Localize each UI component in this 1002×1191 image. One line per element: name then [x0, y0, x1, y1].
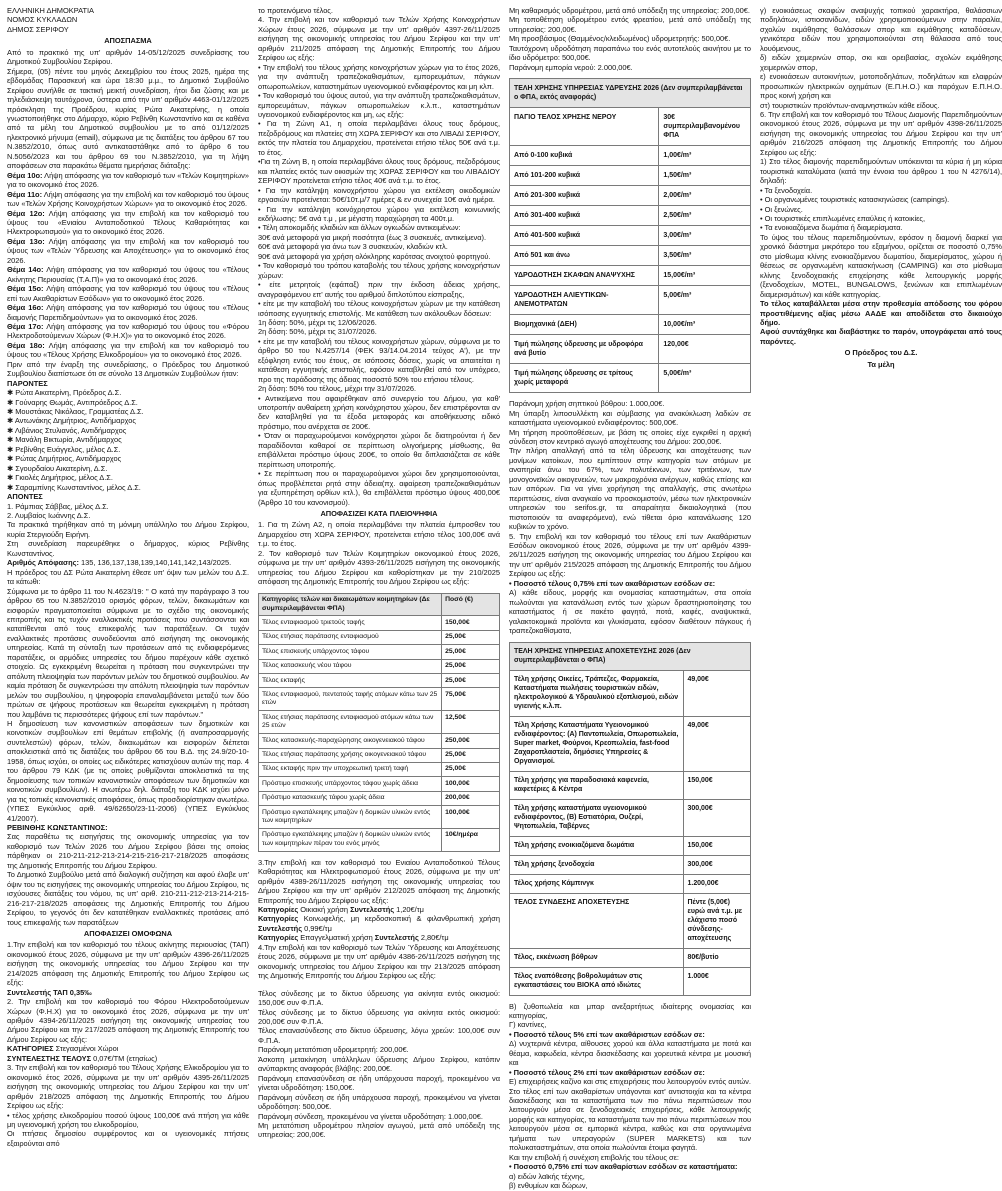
paragraph: Στη συνεδρίαση παρευρέθηκε ο δήμαρχος, κύριος Ρεβίνθης Κωνσταντίνος.	[7, 539, 249, 558]
table-cell: 3,00€/m³	[659, 226, 751, 246]
table-row	[259, 616, 500, 630]
table-cell: 200,00€	[442, 791, 500, 805]
paragraph: Παράνομη επανασύνδεση σε ήδη υπάρχουσα παροχή, προκειμένου να γίνεται υδροδότηση: 150,00€.	[258, 1073, 500, 1093]
paragraph: • Τον καθορισμό του ύψους αυτού, για την ανάπτυξη τραπεζοκαθισμάτων, εμπορευμάτων, πάγκων οπωροπωλείων κ.λ.π., καταστημάτων υγειονομικού ενδιαφέροντος και μη, ως εξής:	[258, 91, 500, 119]
table-cell: ΤΕΛΗ ΧΡΗΣΗΣ ΥΠΗΡΕΣΙΑΣ ΑΠΟΧΕΤΕΥΣΗΣ 2026 (Δεν συμπεριλαμβάνεται ο ΦΠΑ)	[510, 642, 751, 670]
present-member: ✱ Σαραμπίνης Κωνσταντίνος, μέλος Δ.Σ.	[7, 482, 141, 492]
table-cell: ΤΕΛΟΣ ΣΥΝΔΕΣΗΣ ΑΠΟΧΕΤΕΥΣΗΣ	[510, 893, 684, 948]
table-row	[259, 791, 500, 805]
table-row	[510, 855, 751, 874]
table-cell: Τέλος ετήσιας παράτασης ενταφιασμού	[259, 630, 442, 644]
table-row	[510, 146, 751, 166]
paragraph: • Σε περίπτωση που οι παραχωρούμενοι χώροι δεν χρησιμοποιούνται, όπως προβλέπεται ρητά στην άδεια(πχ. αφαίρεση τραπεζοκαθισμάτων για εξυπηρέτηση ορθίων κτλ.), θα επιβάλλεται πρόστιμο ύψους 400,00€ (Άρθρο 10 του κανονισμού).	[258, 469, 500, 507]
spacer	[258, 981, 500, 989]
paragraph: στ) τουριστικών προϊόντων-αναμνηστικών κάθε είδους.	[760, 100, 940, 110]
table-row	[510, 948, 751, 967]
paragraph: 6. Την επιβολή και τον καθορισμό του Τέλους Διαμονής Παρεπιδημούντων οικονομικού έτους 2026, σύμφωνα με την υπ' αριθμόν 4398-26/11/2025 εισήγηση της οικονομικής υπηρεσίας του Δήμου Σερίφου και την υπ' αριθμόν 216/2025 απόφαση της Δημοτικής Επιτροπής του Δήμου Σερίφου ως εξής:	[760, 109, 1002, 157]
table-cell: 80€/βυτίο	[683, 948, 750, 967]
decision-heading-unanimous: ΑΠΟΦΑΣΙΖΕΙ ΟΜΟΦΩΝΑ	[83, 928, 173, 938]
table-cell: 3,50€/m³	[659, 246, 751, 266]
paragraph: • είτε μετρητοίς (εφάπαξ) πριν την έκδοση άδειας χρήσης, αναγραφόμενου επ' αυτής του αριθμού διπλοτύπου είσπραξης,	[258, 280, 500, 299]
paragraph: • είτε με την καταβολή του τέλους κοινοχρήστων χώρων, σύμφωνα με το άρθρο 50 του Ν.4257/14 (ΦΕΚ 93/14.04.2014 τεύχος Α'), με την εξόφληση εντός του έτους, σε ισόποσες δόσεις, χωρίς να απαιτείται η κατάθεση εγγυητικής επιστολής, εφόσον καταβληθεί από τον υπόχρεο, προ της παράδοσης της άδειας ποσοστό 50% του ετήσιου τέλους.	[258, 336, 500, 384]
closing-note: Αφού συντάχθηκε και διαβάστηκε το παρόν, υπογράφεται από τους παρόντες.	[760, 327, 1002, 346]
paragraph: Παράνομη εμπορία νερού: 2.000,00€.	[509, 62, 633, 72]
table-cell: Ποσό (€)	[442, 593, 500, 616]
table-row	[259, 674, 500, 688]
paragraph: • Τα ξενοδοχεία.	[760, 185, 813, 195]
paragraph: • Τον καθορισμό του τρόπου καταβολής του τέλους χρήσης κοινοχρήστων χώρων:	[258, 261, 500, 280]
agenda-item: Θέμα 10ο: Λήψη απόφασης για τον καθορισμό των «Τελών Κοιμητηρίων» για το οικονομικό έτος 2026.	[7, 170, 249, 190]
absent-member: 2. Λυμβαίος Ιωάννης Δ.Σ.	[7, 511, 91, 521]
paragraph: Από το πρακτικό της υπ' αριθμόν 14-05/12/2025 συνεδρίασης του Δημοτικού Συμβουλίου Σερίφου.	[7, 47, 249, 67]
paragraph: Σύμφωνα με το άρθρο 11 του Ν.4623/19: " Ο κατά την παράγραφο 3 του άρθρου 65 του Ν.3852/2010 ορισμός φόρων, τελών, δικαιωμάτων και εισφορών πραγματοποιείται σύμφωνα με το σχέδιο της οικονομικής επιτροπής και τις τυχόν εναλλακτικές προτάσεις που συντάσσονται και κατατίθενται από τους επικεφαλής των παρατάξεων. Οι τυχόν εναλλακτικές προτάσεις συνοδεύονται από εισήγηση της οικονομικής υπηρεσίας. Κατά τη σύνταξη των προτάσεων από τις ενδιαφερόμενες παρατάξεις, οι αρμόδιες υπηρεσίες του δήμου παρέχουν κάθε σχετικό στοιχείο. Ως εγκεκριμένη θεωρείται η πρόταση που συγκεντρώνει την απόλυτη πλειοψηφία των παρόντων μελών του δημοτικού συμβουλίου. Αν καμία πρόταση δε συγκεντρώσει την απόλυτη πλειοψηφία των παρόντων μελών του συμβουλίου, η ψηφοφορία επαναλαμβάνεται μεταξύ των δύο πρώτων σε ψήφους προτάσεων και θεωρείται εγκεκριμένη η πρόταση που λαμβάνει τις περισσότερες ψήφους επί των παρόντων."	[7, 586, 249, 719]
table-row	[510, 206, 751, 226]
decision-numbers: Αριθμός Απόφασης: 135, 136,137,138,139,140,141,142,143/2025.	[7, 558, 232, 568]
present-member: ✱ Αντωνάκης Δημήτριος, Αντιδήμαρχος	[7, 416, 136, 426]
table-row	[510, 670, 751, 716]
paragraph: 30€ ανά μεταφορά για μικρή ποσότητα (έως 3 συσκευές, αντικείμενα).	[258, 232, 487, 242]
paragraph: 1η δόση: 50%, μέχρι τις 12/06/2026.	[258, 317, 377, 327]
fhx-rate: ΣΥΝΤΕΛΕΣΤΗΣ ΤΕΛΟΥΣ 0,07€/ΤΜ (ετησίως)	[7, 1053, 158, 1063]
table-cell: Τέλη χρήσης για παραδοσιακά καφενεία, καφετέριες & Κέντρα	[510, 771, 684, 799]
table-cell: Τέλος ετήσιας παράτασης χρήσης οικογενειακού τάφου	[259, 748, 442, 762]
paragraph: Η πρόεδρος του ΔΣ Ρώτα Αικατερίνη έθεσε υπ' όψιν των μελών του Δ.Σ. τα κάτωθι:	[7, 567, 249, 587]
table-cell: Τέλος εκταφής πριν την υποχρεωτική τριετή ταφή	[259, 762, 442, 776]
paragraph: Στο τέλος επί των ακαθαρίστων υπάγονται κατ' αντιστοιχία και τα κέντρα διασκέδασης και τα καταστήματα των πιο πάνω περιπτώσεων που λειτουργούν μέσα σε ξενοδοχειακές επιχειρήσεις, κάθε λειτουργικής μορφής και κατηγορίας, τα καταστήματα των πιο πάνω περιπτώσεων που λειτουργούν μέσα σε εμπορικά κέντρα, καθώς και στα οργανωμένα τμήματα των υπεραγορών (SUPER MARKETS) και των πολυκαταστημάτων, στα οποία πωλούνται έτοιμα φαγητά.	[509, 1086, 751, 1153]
table-row	[259, 777, 500, 791]
present-heading: ΠΑΡΟΝΤΕΣ	[7, 378, 48, 388]
paragraph: 3. Την επιβολή και τον καθορισμό του Τέλους Χρήσης Ελικοδρομίου για το οικονομικό έτος 2026, σύμφωνα με την υπ' αριθμόν 4395-26/11/2025 εισήγηση της οικονομικής υπηρεσίας του Δήμου Σερίφου και την υπ' αριθμόν 218/2025 απόφαση της Δημοτικής Επιτροπής του Δήμου Σερίφου ως εξής:	[7, 1063, 249, 1111]
signature-president: Ο Πρόεδρος του Δ.Σ.	[844, 348, 918, 358]
table-row	[510, 108, 751, 146]
table-row	[510, 286, 751, 315]
decision-heading-majority: ΑΠΟΦΑΣΙΖΕΙ ΚΑΤΑ ΠΛΕΙΟΨΗΦΙΑ	[320, 509, 438, 519]
present-member: ✱ Ρώτας Δημήτριος, Αντιδήμαρχος	[7, 454, 122, 464]
paragraph: Μη τήρηση προϋποθέσεων, με βάση τις οποίες είχε εγκριθεί η αρχική σύνδεση στον κεντρικό αγωγό αποχέτευσης του Δήμου: 200,00€.	[509, 427, 751, 446]
paragraph: 3.Την επιβολή και τον καθορισμό του Ενιαίου Ανταποδοτικού Τέλους Καθαριότητας και Ηλεκτροφωτισμού έτους 2026, σύμφωνα με την υπ' αριθμόν 4389-26/11/2025 εισήγηση της οικονομικής υπηρεσίας του Δήμου Σερίφου και την υπ' αριθμόν 212/2025 απόφαση της Δημοτικής Επιτροπής του Δήμου Σερίφου ως εξής:	[258, 857, 500, 905]
table-cell: Τέλος, εκκένωση βόθρων	[510, 948, 684, 967]
paragraph: • Οι ξενώνες.	[760, 204, 803, 214]
table-row	[259, 806, 500, 829]
table-cell: ΥΔΡΟΔΟΤΗΣΗ ΣΚΑΦΩΝ ΑΝΑΨΥΧΗΣ	[510, 266, 659, 286]
paragraph: Η δημοσίευση των κανονιστικών αποφάσεων των δημοτικών και κοινοτικών συμβουλίων επί θεμάτων επιβολής (ή αναπροσαρμογής συντελεστών) φόρων, τελών, δικαιωμάτων και εισφορών διέπεται αποκλειστικά από τις διατάξεις του άρθρου 66 του Β.Δ. της 24.9/20-10-1958, όπως ισχύει, οι οποίες ως ειδικότερες κατισχύουν αυτών της παρ. 4 του άρθρου 79 ΚΔΚ (με τις οποίες ρυθμίζονται αποκλειστικά τα της δημοσίευσης των τοπικών κανονιστικών αποφάσεων των δημοτικών και κοινοτικών συμβουλίων). Η ανωτέρω δηλ. διάταξη του ΚΔΚ ισχύει μόνο για τις τοπικές κανονιστικές αποφάσεις, όπως προσδιορίστηκαν ανωτέρω. (ΥΠΕΣ Εγκύκλιος αριθ. 49/62650/23-11-2006) (ΥΠΕΣ Εγκύκλιος 41/2007).	[7, 718, 249, 823]
table-row	[259, 593, 500, 616]
table-cell: Πέντε (5,00€) ευρώ ανά τ.μ. με ελάχιστο ποσό σύνδεσης-αποχέτευσης	[683, 893, 750, 948]
paragraph: β) ενθυμίων και δώρων,	[509, 1181, 588, 1191]
column-2	[258, 6, 500, 1140]
gross-income-rate-2: • Ποσοστό τέλους 2% επί των ακαθάριστων εσόδων σε:	[509, 1067, 705, 1077]
paragraph: •Για τη Ζώνη Β, η οποία περιλαμβάνει όλους τους δρόμους, πεζοδρόμους και πλατείες εκτός των οικισμών της ΧΩΡΑΣ ΣΕΡΙΦΟΥ και του ΛΙΒΑΔΙΟΥ ΣΕΡΙΦΟΥ προτείνεται ετήσιο τέλος 40€ ανά τ.μ. το έτος.	[258, 157, 500, 186]
tax-payment-note: Το τέλος καταβάλλεται μέσα στην προθεσμία απόδοσης του φόρου προστιθέμενης αξίας μέσω ΑΑΔΕ και αποδίδεται στο δικαιούχο δήμο.	[760, 299, 1002, 327]
paragraph: • Τα ενοικιαζόμενα δωμάτια ή διαμερίσματα.	[760, 223, 903, 233]
paragraph: Α) κάθε είδους, μορφής και ονομασίας καταστημάτων, στα οποία πωλούνται για κατανάλωση εντός των χώρων δραστηριοποίησης του καταστήματος ή σε πακέτο φαγητά, ποτά, καφές, αναψυκτικά, γαλακτοκομικά προϊόντα και γλυκίσματα, εφόσον διαθέτουν πάγκους ή τραπεζοκαθίσματα,	[509, 588, 751, 636]
agenda-item: Θέμα 17ο: Λήψη απόφασης για τον καθορισμό του ύψους του «Φόρου Ηλεκτροδοτούμενων Χώρων (Φ.Η.Χ)» για το οικονομικό έτος 2026.	[7, 321, 249, 341]
present-member: ✱ Μουστάκας Νικόλαος, Γραμματέας Δ.Σ.	[7, 407, 144, 417]
table-cell: Κατηγορίες τελών και δικαιωμάτων κοιμητηρίων (Δε συμπεριλαμβάνεται ΦΠΑ)	[259, 593, 442, 616]
table-cell: 25,00€	[442, 762, 500, 776]
letterhead	[7, 6, 249, 34]
paragraph: Σήμερα, (05) πέντε του μηνός Δεκεμβρίου του έτους 2025, ημέρα της εβδομάδας Παρασκευή και ώρα 18:30 μ.μ., το Δημοτικό Συμβούλιο Σερίφου συνήλθε σε τακτική μεικτή συνεδρίαση, ήτοι δια ζώσης και με τηλεδιάσκεψη ταυτόχρονα, ύστερα από την υπ' αριθμόν 4463-01/12/2025 πρόσκληση της Προέδρου, κυρίας Ρώτα Αικατερίνης, η οποία γνωστοποιήθηκε στο Δήμαρχο, κύριο Ρεβίνθη Κωνσταντίνο και σε καθένα από τα μέλη του Δημοτικού συμβουλίου με το από 01/12/2025 ηλεκτρονικό μήνυμα (email), σύμφωνα με τις διατάξεις του άρθρου 67 του Ν.3852/2010, όπως αυτό αντικαταστάθηκε από το άρθρο 6 του Ν.5056/2023 και του άρθρου 69 του Ν.3852/2010, για τη λήψη αποφάσεων στα παρακάτω θέματα ημερήσιας διάταξης:	[7, 66, 249, 171]
table-cell: Από 501 και άνω	[510, 246, 659, 266]
table-cell: ΤΕΛΗ ΧΡΗΣΗΣ ΥΠΗΡΕΣΙΑΣ ΥΔΡΕΥΣΗΣ 2026 (Δεν συμπεριλαμβάνεται ο ΦΠΑ, εκτός αναφοράς)	[510, 79, 751, 108]
table-row	[259, 828, 500, 851]
paragraph: ε) ενοικιάσεων αυτοκινήτων, μοτοποδηλάτων, ποδηλάτων και ελαφρών προσωπικών ηλεκτρικών οχημάτων (Ε.Π.Η.Ο.) και παρόχων Ε.Π.Η.Ο. προς κοινή χρήση και	[760, 72, 1002, 101]
table-cell: Τέλος εναπόθεσης βοθρολυμάτων στις εγκαταστάσεις του ΒΙΟΚΑ από ιδιώτες	[510, 967, 684, 995]
paragraph: • Για τη Ζώνη Α1, η οποία περιλαμβάνει όλους τους δρόμους, πεζοδρόμους και πλατείες στη ΧΩΡΑ ΣΕΡΙΦΟΥ και στο ΛΙΒΑΔΙ ΣΕΡΙΦΟΥ, εκτός την πλατεία του Δημαρχείου, προτείνεται ετήσιο τέλος 50€ ανά τ.μ. το έτος.	[258, 119, 500, 157]
table-cell: ΠΑΓΙΟ ΤΕΛΟΣ ΧΡΗΣΗΣ ΝΕΡΟΥ	[510, 108, 659, 146]
gross-income-rate-5: • Ποσοστό τέλους 5% επί των ακαθάριστων εσόδων σε:	[509, 1029, 705, 1039]
column-3	[509, 6, 751, 1191]
table-row	[510, 266, 751, 286]
paragraph: • Αντικείμενα που αφαιρέθηκαν από συνεργείο του Δήμου, για καθ' υποτροπήν αυθαίρετη χρήση κοινόχρηστου χώρου, δεν επιστρέφονται αν δεν καταβληθεί για τα έξοδα μεταφοράς και αποθήκευσης ειδικό πρόστιμο, που ανέρχεται σε 200€.	[258, 393, 500, 431]
paragraph: Μη ύπαρξη λιποσυλλέκτη και σύμβασης για ανακύκλωση λαδιών σε καταστήματα υγειονομικού ενδιαφέροντος: 500,00€.	[509, 408, 751, 428]
table-row	[259, 734, 500, 748]
table-row	[510, 642, 751, 670]
table-cell: Από 201-300 κυβικά	[510, 186, 659, 206]
table-cell: Τιμή πώλησης ύδρευσης σε τρίτους χωρίς μεταφορά	[510, 364, 659, 393]
table-cell: 2,00€/m³	[659, 186, 751, 206]
paragraph: Το Δημοτικό Συμβούλιο μετά από διαλογική συζήτηση και αφού έλαβε υπ' όψιν του τις εισηγήσεις της οικονομικής υπηρεσίας του Δήμου Σερίφου, τις ισχύουσες διατάξεις του νόμου, τις υπ' αριθ. 210-211-212-213-214-215-216-217-218/2025 αποφάσεις της Δημοτικής Επιτροπής του Δήμου Σερίφου, το γεγονός ότι δεν κατατέθηκαν εναλλακτικές προτάσεις από τους επικεφαλής των παρατάξεων	[7, 870, 249, 927]
table-row	[510, 186, 751, 206]
table-cell: Τέλη χρήσης καταστήματα υγειονομικού ενδιαφέροντος, (Β) Εστιατόρια, Ουζερί, Ψητοπωλεία, Ταβέρνες	[510, 799, 684, 836]
paragraph: • Όταν οι παραχωρούμενοι κοινόχρηστοι χώροι δε διατηρούνται ή δεν παραδίδονται καθαροί σε περίπτωση ολιγοήμερης μίσθωσης, θα επιβάλλεται πρόστιμο ύψους 200€, το οποίο θα διπλασιάζεται σε κάθε περίπτωση υποτροπής.	[258, 431, 500, 469]
table-cell: Πρόστιμο κατασκευής τάφου χωρίς άδεια	[259, 791, 442, 805]
table-cell: 49,00€	[683, 716, 750, 771]
table-cell: 12,50€	[442, 711, 500, 734]
table-cell: 10,00€/m³	[659, 315, 751, 335]
table-cell: Τιμή πώλησης ύδρευσης με υδροφόρα ανά βυτίο	[510, 335, 659, 364]
table-row	[510, 967, 751, 995]
table-row	[259, 711, 500, 734]
table-row	[259, 748, 500, 762]
paragraph: • Τέλη αποκομιδής κλαδιών και άλλων ογκωδών αντικειμένων:	[258, 223, 461, 233]
table-row	[510, 364, 751, 393]
paragraph: 4. Την επιβολή και τον καθορισμό των Τελών Χρήσης Κοινοχρήστων Χώρων έτους 2026, σύμφωνα με την υπ' αριθμόν 4397-26/11/2025 εισήγηση της οικονομικής υπηρεσίας του Δήμου Σερίφου και την υπ' αριθμόν 211/2025 απόφαση της Δημοτικής Επιτροπής του Δήμου Σερίφου ως εξής:	[258, 15, 500, 63]
table-cell: 300,00€	[683, 799, 750, 836]
table-cell: Από 0-100 κυβικά	[510, 146, 659, 166]
absent-member: 1. Ράμπιας Σάββας, μέλος Δ.Σ.	[7, 501, 109, 511]
table-cell: 150,00€	[683, 836, 750, 855]
table-row	[510, 226, 751, 246]
paragraph: 1. Για τη Ζώνη Α2, η οποία περιλαμβάνει την πλατεία έμπροσθεν του Δημαρχείου στη ΧΩΡΑ ΣΕΡΙΦΟΥ, προτείνεται ετήσιο τέλος 100,00€ ανά τ.μ. το έτος.	[258, 520, 500, 549]
paragraph: α) ειδών λαϊκής τέχνης,	[509, 1171, 585, 1181]
paragraph: Άσκοπη μετακίνηση υπάλληλων ύδρευσης Δήμου Σερίφου, κατόπιν ανύπαρκτης αναφοράς βλάβης: 200,00€.	[258, 1054, 500, 1074]
doc-title: ΑΠΟΣΠΑΣΜΑ	[104, 36, 152, 46]
table-cell: Τέλος χρήσης Κάμπινγκ	[510, 874, 684, 893]
table-row	[259, 645, 500, 659]
paragraph: 2η δόση: 50%, μέχρι τις 31/07/2026.	[258, 327, 377, 337]
table-cell: 1.000€	[683, 967, 750, 995]
agenda-item: Θέμα 14ο: Λήψη απόφασης για τον καθορισμό του ύψους του «Τέλους Ακίνητης Περιουσίας (Τ.Α.Π)» για το οικονομικό έτος 2026.	[7, 265, 249, 284]
table-row	[510, 799, 751, 836]
table-cell: 1.200,00€	[683, 874, 750, 893]
present-member: ✱ Σγουρδαίου Αικατερίνη, Δ.Σ.	[7, 463, 108, 473]
paragraph: γ) ενοικιάσεως σκαφών αναψυχής τοπικού χαρακτήρα, θαλάσσιων ποδηλάτων, ιστιοσανίδων, ειδών χρησιμοποιούμενων στην παραλία, σχολών εκμάθησης θαλάσσιων σπορ και εκμάθησης καταδύσεων, γενικότερα ειδών που χρησιμοποιούνται στη θάλασσα από τους λουόμενους,	[760, 6, 1002, 53]
paragraph: 4.Την επιβολή και τον καθορισμό των Τελών Ύδρευσης και Αποχέτευσης έτους 2026, σύμφωνα με την υπ' αριθμόν 4386-26/11/2025 εισήγηση της οικονομικής υπηρεσίας του Δήμου Σερίφου και την 213/2025 απόφαση της Δημοτικής Επιτροπής του Δήμου Σερίφου ως εξής:	[258, 942, 500, 981]
paragraph: Και την επιβολή ή συνέχιση επιβολής του τέλους σε:	[509, 1152, 679, 1162]
paragraph: Ε) επιχειρήσεις καζίνο και στις επιχειρήσεις που λειτουργούν εντός αυτών.	[509, 1077, 751, 1087]
table-row	[259, 630, 500, 644]
table-cell: Τέλος ενταφιασμού τριετούς ταφής	[259, 616, 442, 630]
table-cell: Τέλη χρήσης ενοικιαζόμενα δωμάτια	[510, 836, 684, 855]
paragraph: Μη προσβάσιμος (Θαμμένος/κλειδωμένος) υδρομετρητής: 500,00€.	[509, 34, 731, 44]
paragraph: • Την επιβολή του τέλους χρήσης κοινοχρήστων χώρων για το έτος 2026, για την ανάπτυξη τραπεζοκαθισμάτων, εμπορευμάτων, πάγκων οπωροπωλείων, καταστημάτων υγειονομικού ενδιαφέροντος και μη κλπ.	[258, 62, 500, 91]
letterhead-line: ΕΛΛΗΝΙΚΗ ΔΗΜΟΚΡΑΤΙΑ	[7, 6, 94, 15]
cemetery-fees-table	[258, 593, 500, 852]
absent-heading: ΑΠΟΝΤΕΣ	[7, 492, 43, 502]
paragraph: Οι πτήσεις δημοσίου συμφέροντος και οι υγειονομικές πτήσεις εξαιρούνται από	[7, 1129, 249, 1148]
paragraph: • τέλος χρήσης ελικοδρομίου ποσού ύψους 100,00€ ανά πτήση για κάθε μη υγειονομική χρήση του ελικοδρομίου,	[7, 1110, 249, 1130]
letterhead-line: ΝΟΜΟΣ ΚΥΚΛΑΔΩΝ	[7, 15, 78, 25]
table-cell: Τέλη Χρήσης Καταστήματα Υγειονομικού ενδιαφέροντος: (Α) Παντοπωλεία, Οπωροπωλεία, Super market, Φούρνοι, Κρεοπωλεία, fast-food Ζαχαροπλαστεία, δημόσιες Υπηρεσίες & Οργανισμοί.	[510, 716, 684, 771]
table-row	[510, 874, 751, 893]
agenda-item: Θέμα 12ο: Λήψη απόφασης για την επιβολή και τον καθορισμό του ύψους του «Ενιαίου Ανταποδοτικού Τέλους Καθαριότητας και Ηλεκτροφωτισμού» για το οικονομικό έτος 2026.	[7, 208, 249, 237]
agenda-item: Θέμα 11ο: Λήψη απόφασης για την επιβολή και τον καθορισμό του ύψους των «Τελών Χρήσης Κοινοχρήστων Χώρων» για το οικονομικό έτος 2026.	[7, 189, 249, 209]
paragraph: το προτεινόμενο τέλος.	[258, 6, 333, 15]
paragraph: Ταυτόχρονη υδροδότηση παραπάνω του ενός αυτοτελούς ακινήτου με το ίδιο υδρόμετρο: 500,00€.	[509, 43, 751, 63]
agenda-item: Θέμα 16ο: Λήψη απόφασης για τον καθορισμό του ύψους του «Τέλους διαμονής Παρεπιδημούντων» για το οικονομικό έτος 2026.	[7, 303, 249, 322]
mayor-name: ΡΕΒΙΝΘΗΣ ΚΩΝΣΤΑΝΤΙΝΟΣ:	[7, 822, 108, 832]
present-member: ✱ Μανάλη Βικτωρία, Αντιδήμαρχος	[7, 435, 122, 445]
paragraph: • Για την κατάληψη κοινόχρηστου χώρου για εκτέλεση κοινωνικής εκδήλωσης: 5€ ανά τ.μ , με μέγιστη παραχώρηση τα 400τ.μ.	[258, 204, 500, 223]
paragraph: Τέλος σύνδεσης με το δίκτυο ύδρευσης για ακίνητα εντός οικισμού: 150,00€ συν Φ.Π.Α.	[258, 988, 500, 1008]
present-member: ✱ Γκιολές Δημήτριος, μέλος Δ.Σ.	[7, 473, 113, 483]
paragraph: Πριν από την έναρξη της συνεδρίασης, ο Πρόεδρος του Δημοτικού Συμβουλίου διαπίστωσε ότι σε σύνολο 13 Δημοτικών Συμβούλων ήταν:	[7, 359, 249, 379]
table-row	[510, 79, 751, 108]
paragraph: 2η δόση: 50% του τέλους, μέχρι την 31/07/2026.	[258, 384, 416, 394]
paragraph: Β) ζυθοπωλεία και μπαρ ανεξαρτήτως ιδιαίτερης ονομασίας και κατηγορίας,	[509, 1001, 751, 1020]
table-row	[259, 659, 500, 673]
paragraph: • Οι οργανωμένες τουριστικές κατασκηνώσεις (campings).	[760, 195, 950, 205]
table-cell: Τέλη χρήσης Οικείες, Τράπεζες, Φαρμακεία, Καταστήματα πωλήσεις τουριστικών ειδών, ηλεκτρολογικού & Υδραυλικού εξοπλισμού, ειδών υγιεινής κ.λ.π.	[510, 670, 684, 716]
table-row	[510, 836, 751, 855]
present-member: ✱ Ρώτα Αικατερίνη, Πρόεδρος Δ.Σ.	[7, 388, 122, 398]
table-cell: 100,00€	[442, 777, 500, 791]
paragraph: • Οι τουριστικές επιπλωμένες επαύλεις ή κατοικίες,	[760, 213, 926, 223]
paragraph: 2. Την επιβολή και τον καθορισμό του Φόρου Ηλεκτροδοτούμενων Χώρων (Φ.Η.Χ) για το οικονομικό έτος 2026, σύμφωνα με την υπ' αριθμόν 4394-26/11/2025 εισήγηση της οικονομικής υπηρεσίας του Δήμου Σερίφου και την 217/2025 απόφαση της Δημοτικής Επιτροπής του Δήμου Σερίφου ως εξής:	[7, 997, 249, 1044]
present-member: ✱ Γούναρης Θωμάς, Αντιπρόεδρος Δ.Σ.	[7, 397, 138, 407]
table-cell: Πρόστιμο εγκατάλειψης μπαζών ή δομικών υλικών εντός των κοιμητηρίων πέραν του ενός μηνός	[259, 828, 442, 851]
paragraph: Παράνομη σύνδεση, προκειμένου να γίνεται υδροδότηση: 1.000,00€.	[258, 1111, 483, 1121]
paragraph: Δ) νυχτερινά κέντρα, αίθουσες χορού και άλλα καταστήματα με ποτά και θέαμα, καφωδεία, κέντρα διασκέδασης και χορευτικά κέντρα με μουσική και	[509, 1039, 751, 1068]
table-row	[510, 246, 751, 266]
paragraph: 1) Στο τέλος διαμονής παρεπιδημούντων υπόκεινται τα κύρια ή μη κύρια τουριστικά καταλύματα (κατά την έννοια του άρθρου 1 του Ν 4276/14), δηλαδή:	[760, 157, 1002, 186]
table-cell: Τέλος επισκευής υπάρχοντος τάφου	[259, 645, 442, 659]
table-cell: 25,00€	[442, 630, 500, 644]
table-cell: ΥΔΡΟΔΟΤΗΣΗ ΑΛΙΕΥΤΙΚΩΝ-ΑΝΕΜΟΤΡΑΤΩΝ	[510, 286, 659, 315]
paragraph: 90€ ανά μεταφορά για χρήση ολόκληρης καρότσας ανοιχτού φορτηγού.	[258, 251, 491, 261]
table-cell: Από 401-500 κυβικά	[510, 226, 659, 246]
table-cell: 250,00€	[442, 734, 500, 748]
paragraph: Παράνομη σύνδεση σε ήδη υπάρχουσα παροχή, προκειμένου να γίνεται υδροδότηση: 500,00€.	[258, 1092, 500, 1112]
table-row	[510, 315, 751, 335]
table-cell: 15,00€/m³	[659, 266, 751, 286]
agenda-item: Θέμα 13ο: Λήψη απόφασης για την επιβολή και τον καθορισμό του ύψους των «Τελών Ύδρευσης και Αποχέτευσης» για το οικονομικό έτος 2026.	[7, 236, 249, 265]
table-row	[259, 688, 500, 711]
table-cell: 25,00€	[442, 674, 500, 688]
water-fees-table	[509, 78, 751, 393]
agenda-item: Θέμα 18ο: Λήψη απόφασης για την επιβολή και τον καθορισμό του ύψους του «Τέλους Χρήσης Ελικοδρομίου» για το οικονομικό έτος 2026.	[7, 340, 249, 360]
paragraph: 5. Την επιβολή και τον καθορισμό του τέλους επί των Ακαθάριστων Εσόδων οικονομικού έτους 2026, σύμφωνα με την υπ' αριθμόν 4399-26/11/2025 εισήγηση της οικονομικής υπηρεσίας του Δήμου Σερίφου και την υπ' αριθμόν 215/2025 απόφαση της Δημοτικής Επιτροπής του Δήμου Σερίφου ως εξής:	[509, 531, 751, 579]
table-cell: 100,00€	[442, 806, 500, 829]
table-row	[510, 893, 751, 948]
paragraph: Τέλος επανασύνδεσης στο δίκτυο ύδρευσης, λόγω χρεών: 100,00€ συν Φ.Π.Α.	[258, 1026, 500, 1045]
table-cell: 25,00€	[442, 659, 500, 673]
table-cell: 10€/ημέρα	[442, 828, 500, 851]
table-cell: 75,00€	[442, 688, 500, 711]
table-cell: Τέλος κατασκευής νέου τάφου	[259, 659, 442, 673]
table-row	[259, 762, 500, 776]
present-member: ✱ Λιβάνιος Στυλιανός, Αντιδήμαρχος	[7, 425, 127, 435]
tap-rate: Συντελεστής ΤΑΠ 0,35‰	[7, 987, 92, 997]
table-cell: Τέλος ετήσιας παράτασης ενταφιασμού ατόμων κάτω των 25 ετών	[259, 711, 442, 734]
paragraph: 2. Τον καθορισμό των Τελών Κοιμητηρίων οικονομικού έτους 2026, σύμφωνα με την υπ' αριθμόν 4393-26/11/2025 εισήγηση της οικονομικής υπηρεσίας του Δήμου Σερίφου και καθορίστηκαν με την 210/2025 απόφαση της Δημοτικής Επιτροπής του Δήμου Σερίφου ως εξής:	[258, 548, 500, 587]
table-cell: Από 101-200 κυβικά	[510, 166, 659, 186]
paragraph: Μη τοποθέτηση υδρομέτρου εντός φρεατίου, μετά από υπόδειξη της υπηρεσίας: 200,00€.	[509, 15, 751, 34]
paragraph: Γ) καντίνες,	[509, 1020, 547, 1030]
table-cell: Τέλη χρήσης ξενοδοχεία	[510, 855, 684, 874]
table-cell: 30€ συμπεριλαμβανομένου ΦΠΑ	[659, 108, 751, 146]
paragraph: Την πλήρη απαλλαγή από τα τέλη ύδρευσης και αποχέτευσης των μονίμων κατοίκων, που εμπίπτουν στην κατηγορία των ατόμων με αναπηρία άνω του 67%, των πολυτέκνων, των τριτέκνων, των μονογονεϊκών οικογενειών, των μακροχρόνια ανέργων, καθώς επίσης και των απόρων. Για να γίνει χορήγηση της απαλλαγής, στις ανωτέρω περιπτώσεις, είναι αναγκαίο να προσκομιστούν, μέσω των ηλεκτρονικών υπηρεσιών του serifos.gr, τα απαραίτητα δικαιολογητικά (που πιστοποιούν τα αναφερόμενα), ενώ τίθεται όριο κατανάλωσης 120 κυβικών το χρόνο.	[509, 446, 751, 532]
column-4	[760, 6, 1002, 991]
table-cell: 1,00€/m³	[659, 146, 751, 166]
gross-income-rate-075: • Ποσοστό τέλους 0,75% επί των ακαθάριστων εσόδων σε:	[509, 578, 716, 588]
letterhead-line: ΔΗΜΟΣ ΣΕΡΙΦΟΥ	[7, 24, 69, 34]
present-member: ✱ Ρεβίνθης Ευάγγελος, μέλος Δ.Σ.	[7, 444, 121, 454]
paragraph: Παράνομη μετατόπιση υδρομετρητή: 200,00€.	[258, 1045, 409, 1055]
paragraph: Το ύψος του τέλους παρεπιδημούντων, εφόσον η διαμονή διαρκεί για χρονικό διάστημα μικρότερο του εξαμήνου, ορίζεται σε ποσοστό 0,75% στο μίσθωμα κλίνης ενοικιαζόμενου δωματίου, διαμερίσματος, χώρου ή θέσεως σε οργανωμένη κατασκήνωση (CAMPING) και στο μίσθωμα κλίνης ξενοδοχειακής επιχείρησης κάθε λειτουργικής μορφής (ξενοδοχείων, MOTEL, BUNGALOWS, ξενώνων και επιπλωμένων διαμερισμάτων) και κάθε κατηγορίας.	[760, 232, 1002, 299]
paragraph: • είτε με την καταβολή του τέλους κοινοχρήστων χώρων με την κατάθεση ισόποσης εγγυητικής επιστολής. Με κατάθεση των ακόλουθων δόσεων:	[258, 299, 500, 318]
fhx-category: ΚΑΤΗΓΟΡΙΕΣ Στεγασμένοι Χώροι	[7, 1044, 119, 1054]
table-cell: Πρόστιμο επισκευής υπάρχοντος τάφου χωρίς άδεια	[259, 777, 442, 791]
table-cell: Τέλος κατασκευής-παραχώρησης οικογενειακού τάφου	[259, 734, 442, 748]
paragraph: Τα πρακτικά τηρήθηκαν από τη μόνιμη υπάλληλο του Δήμου Σερίφου, κυρία Στεργιούδη Ειρήνη.	[7, 520, 249, 539]
table-cell: 150,00€	[683, 771, 750, 799]
paragraph: Μη καθαρισμός υδρομέτρου, μετά από υπόδειξη της υπηρεσίας: 200,00€.	[509, 6, 750, 15]
cleaning-rate-nonprofit: Κατηγορίες Κοινωφελής, μη κερδοσκοπική & φιλανθρωπική χρήση Συντελεστής 0,99€/τμ	[258, 914, 500, 933]
paragraph: δ) ειδών χειμερινών σπορ, σκι και ορειβασίας, σχολών εκμάθησης χειμερινών σπορ,	[760, 53, 1002, 72]
table-cell: 1,50€/m³	[659, 166, 751, 186]
sewerage-fees-table	[509, 642, 751, 996]
table-row	[510, 166, 751, 186]
table-row	[510, 335, 751, 364]
agenda-item: Θέμα 15ο: Λήψη απόφασης για τον καθορισμό του ύψους του «Τέλους επί των Ακαθαρίστων Εσόδων» για το οικονομικό έτος 2026.	[7, 284, 249, 303]
paragraph: 1.Την επιβολή και τον καθορισμό του τέλους ακίνητης περιουσίας (ΤΑΠ) οικονομικού έτους 2026, σύμφωνα με την υπ' αριθμών 4396-26/11/2025 εισήγηση της οικονομικής υπηρεσίας του Δήμου Σερίφου και την 214/2025 απόφαση της Δημοτικής Επιτροπής του Δήμου Σερίφου ως εξής:	[7, 940, 249, 988]
table-row	[510, 771, 751, 799]
paragraph: Σας παραθέτω τις εισηγήσεις της οικονομικής υπηρεσίας για τον καθορισμό των Τελών 2026 του Δήμου Σερίφου βάσει της οποίας πάρθηκαν οι 210-211-212-213-214-215-216-217-218/2025 αποφάσεις της Δημοτικής Επιτροπής του Δήμου Σερίφου.	[7, 832, 249, 870]
table-cell: 300,00€	[683, 855, 750, 874]
signature-members: Τα μέλη	[867, 359, 895, 369]
cleaning-rate-business: Κατηγορίες Επαγγελματική χρήση Συντελεστής 2,80€/τμ	[258, 933, 449, 943]
table-row	[510, 716, 751, 771]
table-cell: Τέλος ενταφιασμού, πεντατούς ταφής ατόμων κάτω των 25 ετών	[259, 688, 442, 711]
table-cell: 120,00€	[659, 335, 751, 364]
table-cell: Βιομηχανικά (ΔΕΗ)	[510, 315, 659, 335]
column-1	[7, 6, 249, 1148]
table-cell: Από 301-400 κυβικά	[510, 206, 659, 226]
cleaning-rate-residential: Κατηγορίες Οικιακή χρήση Συντελεστής 1,20€/τμ	[258, 905, 424, 915]
table-cell: 5,00€/m³	[659, 286, 751, 315]
table-cell: Πρόστιμο εγκατάλειψης μπαζών ή δομικών υλικών εντός των κοιμητηρίων	[259, 806, 442, 829]
table-cell: 2,50€/m³	[659, 206, 751, 226]
table-cell: Τέλος εκταφής	[259, 674, 442, 688]
paragraph: Παράνομη χρήση σηπτικού βόθρου: 1.000,00€.	[509, 399, 665, 409]
table-cell: 49,00€	[683, 670, 750, 716]
paragraph: • Για την κατάληψη κοινοχρήστου χώρου για εκτέλεση οικοδομικών εργασιών προτείνεται: 50€/10τ.μ/7 ημέρες & εν συνεχεία 10€ ανά ημέρα.	[258, 185, 500, 205]
table-cell: 25,00€	[442, 645, 500, 659]
table-cell: 150,00€	[442, 616, 500, 630]
paragraph: Μη μετατόπιση υδρομέτρου πλησίον αγωγού, μετά από υπόδειξη της υπηρεσίας: 200,00€.	[258, 1121, 500, 1140]
paragraph: 60€ ανά μεταφορά για άνω των 3 συσκευών, κλαδιών κτλ.	[258, 242, 448, 252]
table-cell: 25,00€	[442, 748, 500, 762]
gross-income-rate-shops: • Ποσοστό 0,75% επί των ακαθαρίστων εσόδων σε καταστήματα:	[509, 1162, 738, 1172]
table-cell: 5,00€/m³	[659, 364, 751, 393]
paragraph: Τέλος σύνδεσης με το δίκτυο ύδρευσης για ακίνητα εκτός οικισμού: 200,00€ συν Φ.Π.Α.	[258, 1007, 500, 1027]
